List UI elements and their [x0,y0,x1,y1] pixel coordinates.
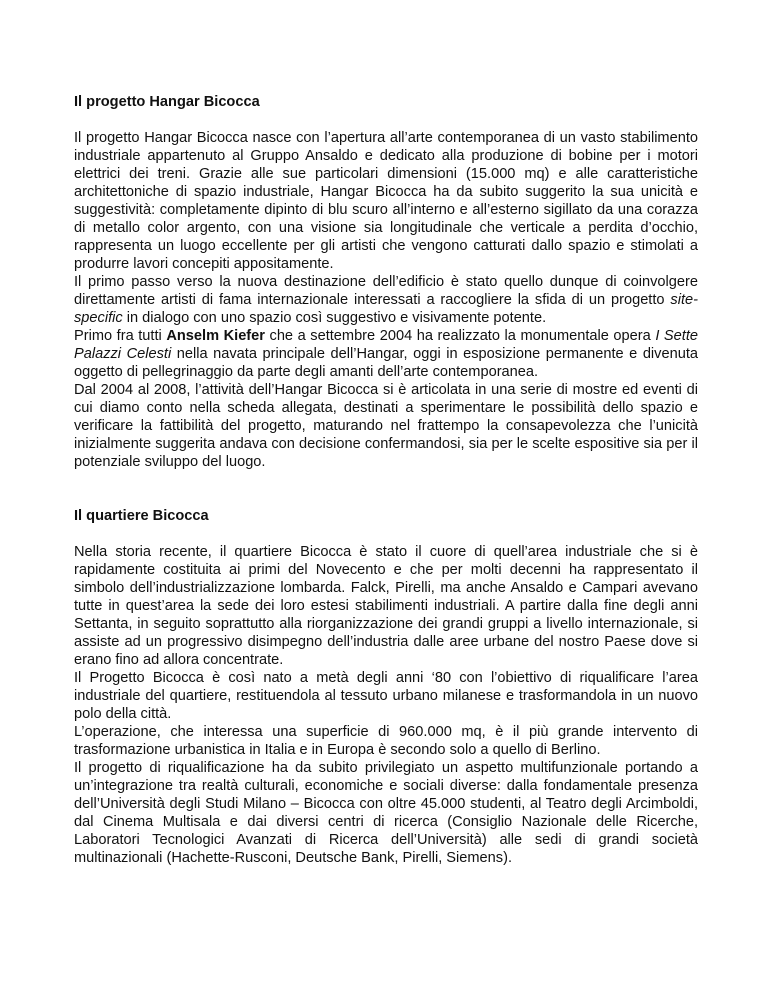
paragraph [74,273,698,327]
text-run: Il primo passo verso la nuova destinazione dell’edificio è stato quello dunque di coinvolgere direttamente artisti di fama internazionale interessati a raccogliere la sfida di un progetto [74,274,698,308]
paragraph: Il progetto Hangar Bicocca nasce con l’apertura all’arte contemporanea di un vasto stabilimento industriale appartenuto al Gruppo Ansaldo e dedicato alla produzione di bobine per i motori elettrici dei treni. Grazie alle sue particolari dimensioni (15.000 mq) e alle caratteristiche architettoniche di spazio industriale, Hangar Bicocca ha da subito suggerito la sua unicità e suggestività: completamente dipinto di blu scuro all’interno e all’esterno sigillato da una corazza di metallo color argento, con una visione sia longitudinale che verticale a perdita d’occhio, rappresenta un luogo eccellente per gli artisti che vengono catturati dallo spazio e stimolati a produrre lavori concepiti appositamente. [74,130,698,272]
text-run: in dialogo con uno spazio così suggestivo e visivamente potente. [122,310,547,326]
section-heading-hangar: Il progetto Hangar Bicocca [74,94,260,110]
paragraph: Nella storia recente, il quartiere Bicocca è stato il cuore di quell’area industriale che si è rapidamente costituita ai primi del Novecento e che per molti decenni ha rappresentato il simbolo dell’industrializzazione lombarda. Falck, Pirelli, ma anche Ansaldo e Campari avevano tutte in quest’area la sede dei loro estesi stabilimenti industriali. A partire dalla fine degli anni Settanta, in seguito soprattutto alla riorganizzazione dei grandi gruppi a livello internazionale, si assiste ad un progressivo disimpegno dell’industria dalle aree urbane del nostro Paese dove si erano fino ad allora concentrate. [74,544,698,668]
section-body-bicocca [74,543,698,867]
paragraph: Il Progetto Bicocca è così nato a metà degli anni ‘80 con l’obiettivo di riqualificare l’area industriale del quartiere, restituendola al tessuto urbano milanese e trasformandola in un nuovo polo della città. [74,670,698,722]
paragraph [74,327,698,381]
paragraph: Il progetto di riqualificazione ha da subito privilegiato un aspetto multifunzionale portando a un’integrazione tra realtà culturali, economiche e sociali diverse: dalla fondamentale presenza dell’Università degli Studi Milano – Bicocca con oltre 45.000 studenti, al Teatro degli Arcimboldi, dal Cinema Multisala e dai diversi centri di ricerca (Consiglio Nazionale delle Ricerche, Laboratori Tecnologici Avanzati di Ricerca dell’Università) alle sedi di grandi società multinazionali (Hachette-Rusconi, Deutsche Bank, Pirelli, Siemens). [74,760,698,866]
italic-term: site-specific [74,292,698,326]
section-heading-bicocca: Il quartiere Bicocca [74,508,209,524]
artwork-title: I Sette Palazzi Celesti [74,328,698,362]
text-run: nella navata principale dell’Hangar, oggi in esposizione permanente e divenuta oggetto di pellegrinaggio da parte degli amanti dell’arte contemporanea. [74,346,698,380]
artist-name: Anselm Kiefer [166,328,265,344]
section-body-hangar [74,129,698,471]
text-run: che a settembre 2004 ha realizzato la monumentale opera [264,328,656,344]
spacer [74,111,698,129]
text-run: Primo fra tutti [74,328,167,344]
paragraph: Dal 2004 al 2008, l’attività dell’Hangar Bicocca si è articolata in una serie di mostre ed eventi di cui diamo conto nella scheda allegata, destinati a sperimentare le possibilità dello spazio e verificare la fattibilità del progetto, maturando nel frattempo la consapevolezza che l’unicità inizialmente suggerita andava con decisione confermandosi, sia per le scelte espositive sia per il potenziale sviluppo del luogo. [74,382,698,470]
document-page [74,93,698,867]
spacer [74,525,698,543]
paragraph: L’operazione, che interessa una superficie di 960.000 mq, è il più grande intervento di trasformazione urbanistica in Italia e in Europa è secondo solo a quello di Berlino. [74,724,698,758]
spacer [74,471,698,507]
